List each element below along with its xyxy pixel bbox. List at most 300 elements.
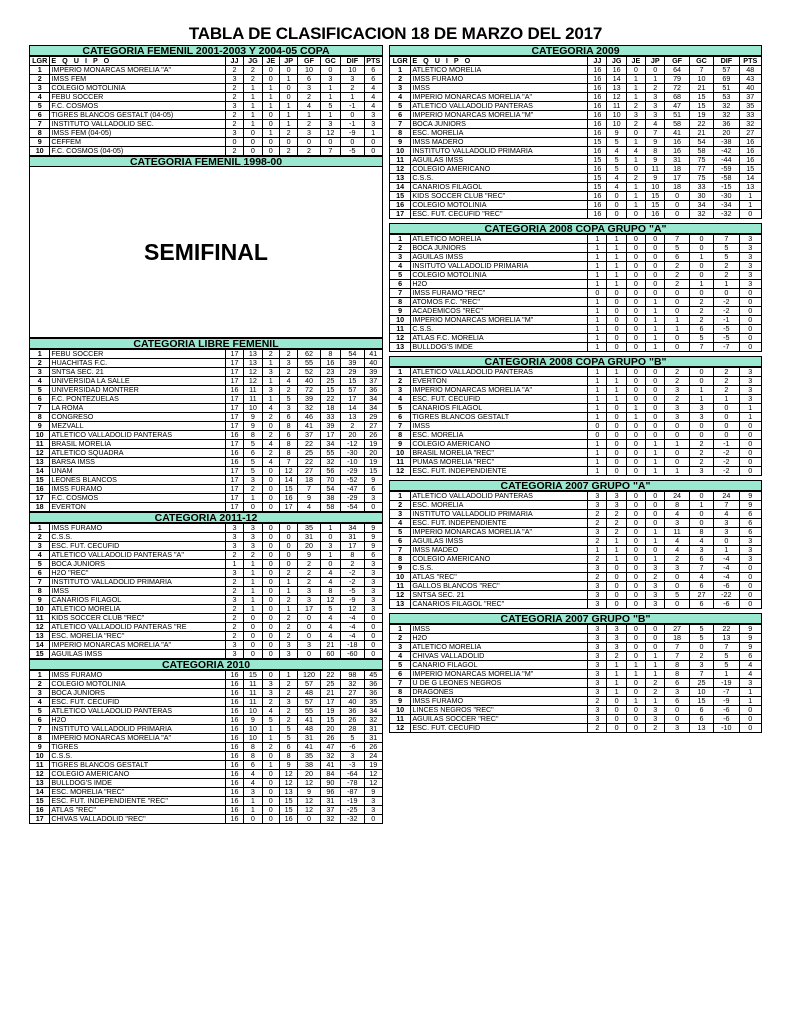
- goals-for: 6: [665, 679, 689, 688]
- points: 14: [739, 174, 761, 183]
- goal-difference: -4: [714, 573, 739, 582]
- goal-difference: 3: [341, 75, 364, 84]
- games-won: 0: [607, 201, 626, 210]
- games-lost: 1: [646, 298, 665, 307]
- games-won: 3: [607, 501, 626, 510]
- games-lost: 0: [279, 84, 297, 93]
- position: 7: [390, 120, 411, 129]
- games-played: 15: [588, 174, 607, 183]
- goals-against: 0: [689, 519, 713, 528]
- games-won: 1: [607, 395, 626, 404]
- goal-difference: -1: [341, 120, 364, 129]
- position: 12: [30, 449, 50, 458]
- standings-section: [389, 613, 762, 733]
- games-drawn: 0: [626, 377, 645, 386]
- games-lost: 9: [646, 156, 665, 165]
- goals-against: 22: [320, 671, 340, 680]
- games-played: 16: [225, 716, 243, 725]
- table-row: [30, 689, 383, 698]
- standings-section: [29, 659, 383, 824]
- goal-difference: 2: [341, 560, 364, 569]
- goal-difference: 29: [341, 368, 364, 377]
- position: 14: [30, 467, 50, 476]
- games-won: 4: [607, 183, 626, 192]
- team-name: COLEGIO MOTOLINIA: [411, 201, 588, 210]
- table-row: [30, 707, 383, 716]
- games-lost: 2: [279, 129, 297, 138]
- points: 9: [364, 476, 382, 485]
- points: 3: [739, 280, 761, 289]
- goal-difference: 51: [714, 84, 739, 93]
- goals-against: 0: [689, 643, 713, 652]
- position: 15: [30, 797, 50, 806]
- goals-against: 7: [320, 147, 340, 156]
- table-row: [390, 652, 762, 661]
- goal-difference: -5: [714, 325, 739, 334]
- team-name: IMSS FURAMO: [50, 671, 225, 680]
- games-played: 1: [588, 262, 607, 271]
- games-won: 0: [244, 129, 262, 138]
- team-name: ATLETICO VALLADOLID PANTERAS "RE: [50, 623, 225, 632]
- games-won: 1: [607, 537, 626, 546]
- goal-difference: 53: [714, 93, 739, 102]
- position: 6: [390, 111, 411, 120]
- goals-for: 2: [298, 560, 320, 569]
- games-lost: 0: [646, 519, 665, 528]
- goals-against: 34: [320, 440, 340, 449]
- games-won: 2: [607, 652, 626, 661]
- goals-for: 46: [298, 413, 320, 422]
- position: 14: [30, 641, 50, 650]
- goal-difference: 14: [341, 404, 364, 413]
- goal-difference: 98: [341, 671, 364, 680]
- games-won: 1: [607, 235, 626, 244]
- team-name: ESC. MORELIA: [411, 501, 588, 510]
- goals-against: 6: [689, 582, 713, 591]
- team-name: ATLAS "REC": [50, 806, 225, 815]
- games-won: 12: [244, 377, 262, 386]
- games-drawn: 0: [626, 253, 645, 262]
- games-drawn: 0: [262, 578, 279, 587]
- games-lost: 2: [646, 84, 665, 93]
- team-name: IMSS FURAMO "REC": [411, 289, 588, 298]
- games-won: 0: [244, 138, 262, 147]
- games-drawn: 1: [262, 734, 279, 743]
- games-lost: 1: [646, 697, 665, 706]
- position: 10: [30, 605, 50, 614]
- goal-difference: 36: [714, 120, 739, 129]
- games-played: 1: [588, 280, 607, 289]
- team-name: CEFFEM: [50, 138, 225, 147]
- games-drawn: 0: [626, 528, 645, 537]
- points: 24: [364, 752, 382, 761]
- table-row: [390, 625, 762, 634]
- games-lost: 0: [646, 395, 665, 404]
- goals-against: 4: [320, 623, 340, 632]
- position: 16: [30, 485, 50, 494]
- goals-against: 75: [689, 174, 713, 183]
- games-won: 0: [244, 650, 262, 659]
- games-played: 3: [225, 102, 243, 111]
- team-name: INSTITUTO VALLADOLID PRIMARIA: [50, 725, 225, 734]
- goal-difference: 32: [714, 102, 739, 111]
- team-name: ATOMOS F.C. "REC": [411, 298, 588, 307]
- points: 0: [739, 210, 761, 219]
- col-points-header: PTS: [739, 57, 761, 66]
- games-played: 3: [588, 528, 607, 537]
- position: 13: [30, 632, 50, 641]
- goal-difference: 31: [341, 533, 364, 542]
- games-played: 3: [225, 641, 243, 650]
- team-name: IMSS FURAMO: [411, 75, 588, 84]
- goals-for: 0: [665, 706, 689, 715]
- games-drawn: 0: [262, 542, 279, 551]
- games-played: 0: [588, 422, 607, 431]
- goals-against: 23: [320, 368, 340, 377]
- goals-for: 35: [298, 752, 320, 761]
- points: 3: [364, 806, 382, 815]
- games-drawn: 0: [626, 564, 645, 573]
- table-row: [390, 183, 762, 192]
- games-drawn: 0: [626, 165, 645, 174]
- points: 6: [739, 519, 761, 528]
- goal-difference: -34: [714, 201, 739, 210]
- team-name: CANARIOS FILAGOL: [411, 404, 588, 413]
- position: 8: [390, 688, 411, 697]
- position: 4: [390, 395, 411, 404]
- games-played: 15: [588, 183, 607, 192]
- goals-against: 4: [320, 569, 340, 578]
- goals-against: 25: [689, 679, 713, 688]
- table-row: [390, 289, 762, 298]
- goals-for: 8: [665, 670, 689, 679]
- games-won: 3: [244, 533, 262, 542]
- games-lost: 15: [279, 797, 297, 806]
- standings-table: [29, 523, 383, 659]
- goals-for: 22: [298, 458, 320, 467]
- position: 15: [30, 650, 50, 659]
- team-name: BRASIL MORELIA "REC": [411, 449, 588, 458]
- games-won: 2: [607, 519, 626, 528]
- goals-for: 18: [665, 634, 689, 643]
- goal-difference: -19: [341, 797, 364, 806]
- goals-for: 3: [665, 386, 689, 395]
- goal-difference: -6: [714, 582, 739, 591]
- games-drawn: 0: [626, 519, 645, 528]
- games-won: 0: [607, 600, 626, 609]
- points: 0: [739, 449, 761, 458]
- points: 3: [364, 605, 382, 614]
- games-drawn: 0: [626, 492, 645, 501]
- goals-for: 12: [298, 797, 320, 806]
- goals-for: 5: [665, 591, 689, 600]
- team-name: ESC. MORELIA "REC": [50, 788, 225, 797]
- games-won: 3: [607, 634, 626, 643]
- table-row: [390, 679, 762, 688]
- goal-difference: 2: [714, 262, 739, 271]
- points: 39: [364, 368, 382, 377]
- team-name: ESC. FUT. CECUFID: [411, 395, 588, 404]
- points: 3: [364, 111, 382, 120]
- goal-difference: -5: [714, 334, 739, 343]
- points: 0: [364, 815, 382, 824]
- goals-against: 32: [320, 815, 340, 824]
- team-name: IMSS FURAMO: [50, 524, 225, 533]
- goal-difference: -1: [341, 102, 364, 111]
- position: 7: [30, 404, 50, 413]
- team-name: INSTITUTO VALLADOLID PRIMARIA: [411, 510, 588, 519]
- goal-difference: -7: [714, 688, 739, 697]
- games-won: 3: [607, 492, 626, 501]
- games-won: 0: [607, 404, 626, 413]
- standings-section: [29, 45, 383, 156]
- games-played: 1: [588, 377, 607, 386]
- goals-against: 3: [320, 542, 340, 551]
- games-played: 3: [588, 715, 607, 724]
- points: 3: [364, 494, 382, 503]
- points: 1: [739, 697, 761, 706]
- goals-against: 6: [689, 325, 713, 334]
- goals-against: 0: [689, 235, 713, 244]
- goals-for: 5: [665, 244, 689, 253]
- team-name: IMPERIO MONARCAS MORELIA "A": [411, 93, 588, 102]
- goals-against: 6: [689, 555, 713, 564]
- table-row: [390, 449, 762, 458]
- games-won: 0: [607, 413, 626, 422]
- games-drawn: 0: [262, 533, 279, 542]
- games-drawn: 0: [626, 458, 645, 467]
- standings-table: [29, 670, 383, 824]
- goal-difference: -12: [341, 440, 364, 449]
- games-won: 3: [244, 476, 262, 485]
- games-drawn: 0: [262, 797, 279, 806]
- position: 8: [30, 413, 50, 422]
- position: 9: [30, 138, 50, 147]
- goals-against: 1: [320, 93, 340, 102]
- goals-for: 18: [665, 183, 689, 192]
- goal-difference: 7: [714, 235, 739, 244]
- games-drawn: 0: [626, 307, 645, 316]
- goal-difference: 2: [714, 368, 739, 377]
- games-lost: 0: [646, 422, 665, 431]
- games-won: 15: [244, 671, 262, 680]
- table-row: [390, 528, 762, 537]
- goal-difference: -3: [341, 761, 364, 770]
- points: 3: [739, 262, 761, 271]
- goal-difference: -9: [341, 596, 364, 605]
- table-row: [390, 192, 762, 201]
- goals-for: 0: [665, 307, 689, 316]
- goals-for: 31: [665, 156, 689, 165]
- points: 1: [739, 192, 761, 201]
- goals-against: 32: [689, 210, 713, 219]
- goals-for: 31: [298, 533, 320, 542]
- position: 1: [30, 524, 50, 533]
- points: 3: [739, 377, 761, 386]
- goals-for: 4: [665, 546, 689, 555]
- goals-for: 0: [298, 138, 320, 147]
- standings-section: [389, 223, 762, 352]
- team-name: ATLETICO VALLADOLID PANTERAS: [411, 102, 588, 111]
- games-drawn: 1: [262, 102, 279, 111]
- games-lost: 0: [646, 501, 665, 510]
- goal-difference: 1: [714, 546, 739, 555]
- team-name: AGUILAS SOCCER "REC": [411, 715, 588, 724]
- col-played-header: JJ: [588, 57, 607, 66]
- team-name: COLEGIO AMERICANO: [411, 555, 588, 564]
- table-row: [390, 706, 762, 715]
- table-row: [390, 634, 762, 643]
- games-lost: 16: [646, 210, 665, 219]
- semifinal-label: SEMIFINAL: [29, 167, 383, 338]
- goals-for: 72: [665, 84, 689, 93]
- position: 3: [390, 386, 411, 395]
- games-lost: 2: [279, 689, 297, 698]
- goals-against: 0: [689, 377, 713, 386]
- games-played: 1: [588, 334, 607, 343]
- goals-for: 3: [665, 413, 689, 422]
- table-row: [30, 743, 383, 752]
- goals-against: 3: [689, 467, 713, 476]
- goal-difference: 2: [714, 271, 739, 280]
- position: 5: [30, 560, 50, 569]
- goal-difference: -4: [341, 623, 364, 632]
- goal-difference: -52: [341, 476, 364, 485]
- goals-against: 25: [320, 377, 340, 386]
- goals-against: 38: [320, 494, 340, 503]
- games-drawn: 0: [626, 271, 645, 280]
- games-won: 10: [607, 111, 626, 120]
- games-played: 16: [225, 689, 243, 698]
- goals-for: 0: [665, 449, 689, 458]
- games-drawn: 0: [626, 634, 645, 643]
- goals-for: 120: [298, 671, 320, 680]
- games-won: 0: [607, 316, 626, 325]
- section-title: CATEGORIA FEMENIL 2001-2003 Y 2004-05 COPA: [29, 45, 383, 56]
- games-won: 1: [244, 596, 262, 605]
- table-row: [30, 377, 383, 386]
- games-won: 0: [607, 715, 626, 724]
- games-won: 1: [607, 280, 626, 289]
- points: 31: [364, 725, 382, 734]
- table-row: [30, 815, 383, 824]
- games-lost: 5: [279, 725, 297, 734]
- goals-for: 1: [665, 467, 689, 476]
- points: 1: [739, 413, 761, 422]
- goals-for: 2: [298, 578, 320, 587]
- goal-difference: -78: [341, 779, 364, 788]
- games-played: 3: [588, 564, 607, 573]
- position: 7: [30, 120, 50, 129]
- points: 29: [364, 413, 382, 422]
- goal-difference: -4: [714, 555, 739, 564]
- goals-against: 7: [689, 66, 713, 75]
- goals-against: 2: [689, 316, 713, 325]
- games-played: 16: [225, 707, 243, 716]
- team-name: C.S.S.: [50, 533, 225, 542]
- points: 9: [364, 542, 382, 551]
- games-drawn: 0: [626, 440, 645, 449]
- games-drawn: 2: [626, 120, 645, 129]
- games-lost: 1: [646, 449, 665, 458]
- games-won: 2: [244, 551, 262, 560]
- games-lost: 2: [646, 573, 665, 582]
- col-team-header: E Q U I P O: [411, 57, 588, 66]
- games-played: 16: [225, 431, 243, 440]
- games-lost: 14: [279, 476, 297, 485]
- table-row: [30, 485, 383, 494]
- standings-table: [29, 56, 383, 156]
- table-row: [390, 467, 762, 476]
- team-name: IMSS FEM (04-05): [50, 129, 225, 138]
- games-lost: 3: [279, 698, 297, 707]
- games-lost: 0: [646, 368, 665, 377]
- team-name: ACADEMICOS "REC": [411, 307, 588, 316]
- games-drawn: 0: [626, 582, 645, 591]
- points: 4: [364, 93, 382, 102]
- goals-against: 58: [689, 147, 713, 156]
- games-won: 1: [244, 120, 262, 129]
- goals-for: 2: [665, 262, 689, 271]
- goals-for: 3: [665, 564, 689, 573]
- points: 33: [739, 111, 761, 120]
- games-lost: 1: [279, 605, 297, 614]
- position: 3: [390, 253, 411, 262]
- section-title: CATEGORIA 2009: [389, 45, 762, 56]
- position: 8: [30, 587, 50, 596]
- team-name: CANARIOS FILAGOL: [411, 183, 588, 192]
- games-lost: 1: [646, 467, 665, 476]
- team-name: SNTSA SEC. 21: [50, 368, 225, 377]
- position: 10: [390, 706, 411, 715]
- games-played: 16: [225, 779, 243, 788]
- standings-section: [29, 156, 383, 338]
- points: 3: [739, 244, 761, 253]
- team-name: IMSS FURAMO: [50, 485, 225, 494]
- position: 10: [30, 147, 50, 156]
- games-drawn: 1: [262, 377, 279, 386]
- points: 37: [364, 377, 382, 386]
- points: 35: [364, 698, 382, 707]
- table-row: [390, 298, 762, 307]
- points: 3: [739, 555, 761, 564]
- goals-against: 6: [689, 706, 713, 715]
- goals-for: 6: [665, 697, 689, 706]
- team-name: IMSS MADEO: [411, 546, 588, 555]
- goals-against: 15: [689, 697, 713, 706]
- goal-difference: 12: [341, 605, 364, 614]
- goal-difference: 57: [714, 66, 739, 75]
- games-played: 3: [588, 643, 607, 652]
- goals-for: 0: [665, 210, 689, 219]
- goal-difference: 5: [714, 253, 739, 262]
- games-played: 1: [588, 546, 607, 555]
- games-lost: 3: [279, 404, 297, 413]
- position: 13: [390, 343, 411, 352]
- games-won: 0: [607, 573, 626, 582]
- table-row: [30, 138, 383, 147]
- games-drawn: 1: [626, 201, 645, 210]
- table-row: [30, 587, 383, 596]
- games-played: 3: [225, 129, 243, 138]
- goals-for: 2: [298, 147, 320, 156]
- goals-for: 3: [298, 129, 320, 138]
- position: 13: [30, 779, 50, 788]
- goals-against: 8: [320, 350, 340, 359]
- goal-difference: 0: [714, 413, 739, 422]
- points: 27: [739, 129, 761, 138]
- games-played: 2: [588, 537, 607, 546]
